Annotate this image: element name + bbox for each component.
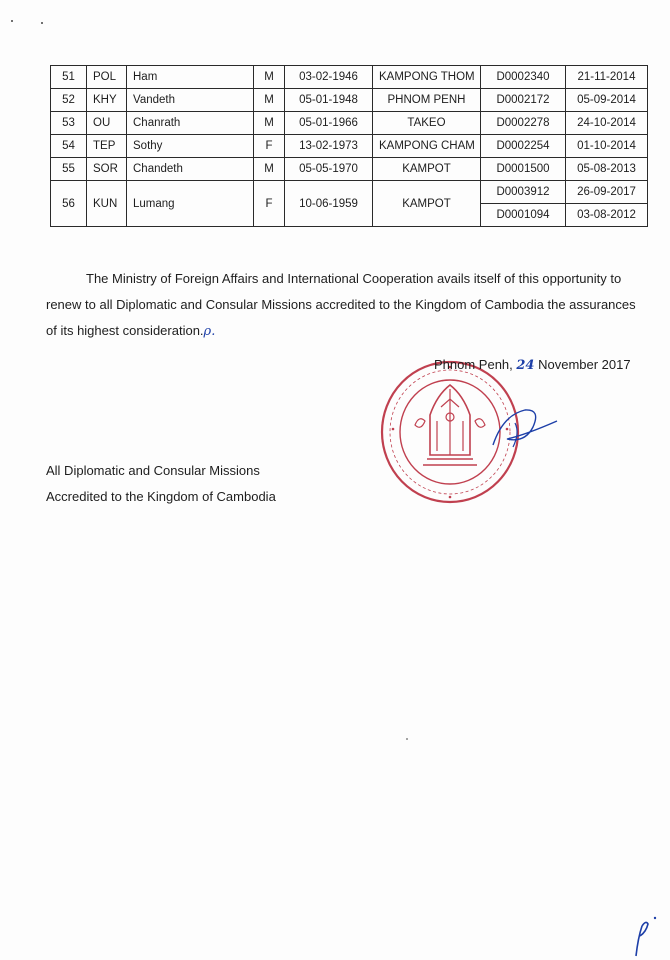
cell-sex: F xyxy=(254,181,285,227)
addressee-block xyxy=(46,458,276,510)
cell-date-of-birth: 05-01-1966 xyxy=(285,112,373,135)
cell-place-of-birth: KAMPOT xyxy=(373,181,481,227)
cell-sex: M xyxy=(254,66,285,89)
cell-number: 52 xyxy=(51,89,87,112)
scan-dots xyxy=(8,15,48,27)
cell-date-of-birth: 10-06-1959 xyxy=(285,181,373,227)
cell-first-name: Lumang xyxy=(127,181,254,227)
cell-passport-number: D0002172 xyxy=(481,89,566,112)
cell-passport-number: D0002254 xyxy=(481,135,566,158)
cell-number: 56 xyxy=(51,181,87,227)
cell-first-name: Ham xyxy=(127,66,254,89)
signoff-place: Phnom Penh, xyxy=(434,357,517,372)
cell-sex: M xyxy=(254,112,285,135)
cell-last-name: TEP xyxy=(87,135,127,158)
signoff-day: 24 xyxy=(516,358,535,373)
signoff-date xyxy=(434,357,631,373)
cell-issue-date: 03-08-2012 xyxy=(566,204,648,227)
cell-issue-date: 21-11-2014 xyxy=(566,66,648,89)
cell-number: 55 xyxy=(51,158,87,181)
cell-first-name: Vandeth xyxy=(127,89,254,112)
addressee-line-1: All Diplomatic and Consular Missions xyxy=(46,463,260,478)
cell-issue-date: 05-09-2014 xyxy=(566,89,648,112)
cell-number: 51 xyxy=(51,66,87,89)
table-row xyxy=(51,135,648,158)
cell-date-of-birth: 05-01-1948 xyxy=(285,89,373,112)
cell-last-name: KHY xyxy=(87,89,127,112)
cell-passport-number: D0001500 xyxy=(481,158,566,181)
cell-place-of-birth: KAMPOT xyxy=(373,158,481,181)
cell-first-name: Chanrath xyxy=(127,112,254,135)
cell-passport-number: D0002278 xyxy=(481,112,566,135)
official-seal-icon xyxy=(375,355,565,510)
cell-issue-date: 05-08-2013 xyxy=(566,158,648,181)
cell-place-of-birth: KAMPONG THOM xyxy=(373,66,481,89)
table-row xyxy=(51,89,648,112)
cell-place-of-birth: KAMPONG CHAM xyxy=(373,135,481,158)
cell-number: 54 xyxy=(51,135,87,158)
table-row xyxy=(51,112,648,135)
cell-last-name: OU xyxy=(87,112,127,135)
cell-number: 53 xyxy=(51,112,87,135)
closing-text: The Ministry of Foreign Affairs and International Cooperation avails itself of this opportunity to renew to all Diplomatic and Consular Missions accredited to the Kingdom of Cambodia the assurances of its highest consideration. xyxy=(46,271,636,338)
table-body xyxy=(51,66,648,227)
cell-place-of-birth: TAKEO xyxy=(373,112,481,135)
table-row xyxy=(51,66,648,89)
cell-passport-number: D0002340 xyxy=(481,66,566,89)
cell-passport-number: D0003912 xyxy=(481,181,566,204)
addressee-line-2: Accredited to the Kingdom of Cambodia xyxy=(46,489,276,504)
table-row xyxy=(51,158,648,181)
scan-dot xyxy=(404,736,410,742)
passport-records-table xyxy=(50,65,648,227)
cell-sex: M xyxy=(254,158,285,181)
cell-passport-number: D0001094 xyxy=(481,204,566,227)
cell-last-name: POL xyxy=(87,66,127,89)
cell-place-of-birth: PHNOM PENH xyxy=(373,89,481,112)
cell-issue-date: 24-10-2014 xyxy=(566,112,648,135)
cell-sex: F xyxy=(254,135,285,158)
cell-date-of-birth: 13-02-1973 xyxy=(285,135,373,158)
cell-issue-date: 01-10-2014 xyxy=(566,135,648,158)
cell-sex: M xyxy=(254,89,285,112)
signoff-month-year: November 2017 xyxy=(534,357,631,372)
cell-date-of-birth: 03-02-1946 xyxy=(285,66,373,89)
initial-mark-icon xyxy=(622,912,662,958)
handwritten-mark: ρ. xyxy=(203,324,216,339)
table-row xyxy=(51,181,648,204)
cell-date-of-birth: 05-05-1970 xyxy=(285,158,373,181)
cell-last-name: SOR xyxy=(87,158,127,181)
cell-issue-date: 26-09-2017 xyxy=(566,181,648,204)
cell-first-name: Chandeth xyxy=(127,158,254,181)
cell-first-name: Sothy xyxy=(127,135,254,158)
cell-last-name: KUN xyxy=(87,181,127,227)
closing-paragraph xyxy=(46,266,644,345)
